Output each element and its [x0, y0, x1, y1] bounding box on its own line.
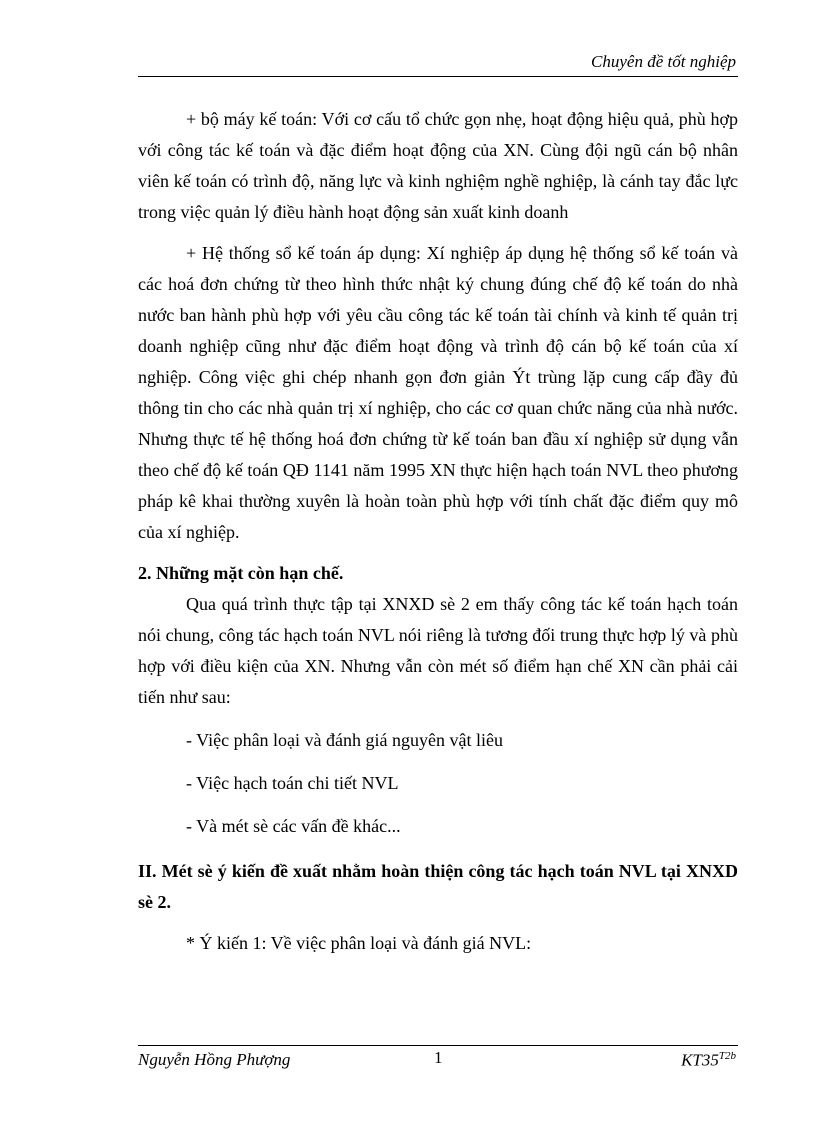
list-item: - Và mét sè các vấn đề khác... [186, 816, 401, 836]
heading-limitations: 2. Những mặt còn hạn chế. [138, 563, 344, 583]
list-item: - Việc phân loại và đánh giá nguyên vật liêu [186, 730, 503, 750]
paragraph-accounting-apparatus: + bộ máy kế toán: Với cơ cấu tổ chức gọn nhẹ, hoạt động hiệu quả, phù hợp với công tác kế toán và đặc điểm hoạt động của XN. Cùng đội ngũ cán bộ nhân viên kế toán có trình độ, năng lực và kinh nghiệm nghề nghiệp, là cánh tay đắc lực trong việc quản lý điều hành hoạt động sản xuất kinh doanh [138, 109, 738, 222]
class-code-superscript: T2b [718, 1050, 736, 1062]
header-title: Chuyên đề tốt nghiệp [591, 52, 736, 71]
class-code-text: KT35 [681, 1050, 719, 1070]
paragraph-accounting-books: + Hệ thống sổ kế toán áp dụng: Xí nghiệp áp dụng hệ thống sổ kế toán và các hoá đơn chứng từ theo hình thức nhật ký chung đúng chế độ kế toán do nhà nước ban hành phù hợp với yêu cầu công tác kế toán tài chính và kinh tế quản trị doanh nghiệp cũng như đặc điểm hoạt động và trình độ cán bộ kế toán của xí nghiệp. Công việc ghi chép nhanh gọn đơn giản Ýt trùng lặp cung cấp đầy đủ thông tin cho các nhà quản trị xí nghiệp, cho các cơ quan chức năng của nhà nước. Nhưng thực tế hệ thống hoá đơn chứng từ kế toán ban đầu xí nghiệp sử dụng vẫn theo chế độ kế toán QĐ 1141 năm 1995 XN thực hiện hạch toán NVL theo phương pháp kê khai thường xuyên là hoàn toàn phù hợp với tính chất đặc điểm quy mô của xí nghiệp. [138, 243, 738, 542]
footer-author: Nguyễn Hồng Phượng [138, 1050, 291, 1069]
heading-recommendations: II. Mét sè ý kiến đề xuất nhằm hoàn thiện công tác hạch toán NVL tại XNXD sè 2. [138, 861, 738, 912]
footer-class-code [681, 1050, 736, 1071]
paragraph-internship-observation: Qua quá trình thực tập tại XNXD sè 2 em thấy công tác kế toán hạch toán nói chung, công tác hạch toán NVL nói riêng là tương đối trung thực hợp lý và phù hợp với điều kiện của XN. Nhưng vẫn còn mét số điểm hạn chế XN cần phải cải tiến như sau: [138, 594, 738, 707]
paragraph-opinion-1: * Ý kiến 1: Về việc phân loại và đánh giá NVL: [186, 933, 532, 953]
page-body [138, 104, 738, 959]
page-number: 1 [434, 1048, 443, 1067]
header-divider [138, 76, 738, 77]
list-item: - Việc hạch toán chi tiết NVL [186, 773, 399, 793]
footer-divider [138, 1045, 738, 1046]
